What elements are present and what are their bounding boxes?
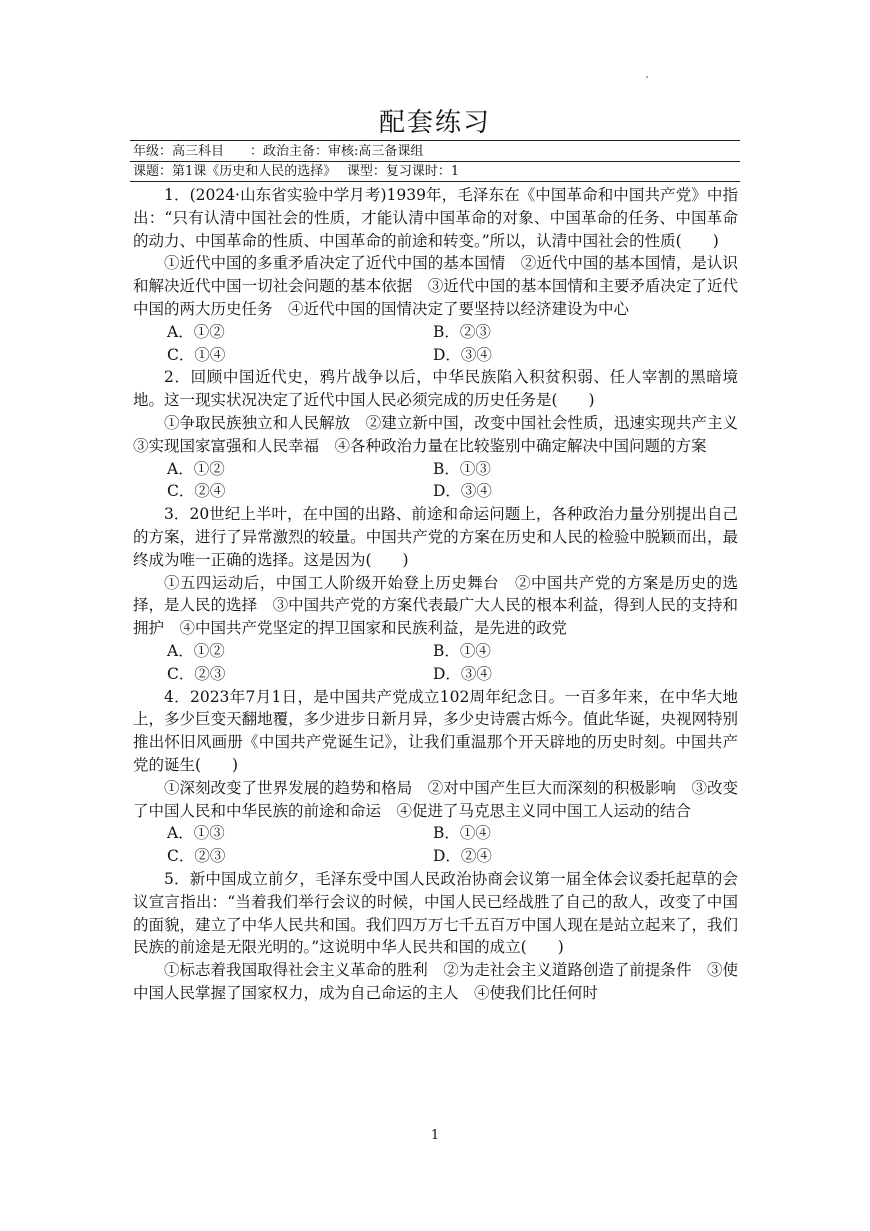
option-a[interactable]: A．①②: [167, 322, 225, 341]
option-b[interactable]: B．①③: [433, 459, 491, 478]
question-items: ①近代中国的多重矛盾决定了近代中国的基本国情 ②近代中国的基本国情，是认识和解决近代中国一切社会问题的基本依据 ③近代中国的基本国情和主要矛盾决定了近代中国的两大历史任务 ④近代中国的国情决定了要坚持以经济建设为中心: [133, 254, 738, 318]
option-a[interactable]: A．①②: [167, 459, 225, 478]
option-c[interactable]: C．②④: [167, 482, 226, 501]
question-1: [133, 184, 738, 366]
question-stem: 2．回顾中国近代史，鸦片战争以后，中华民族陷入积贫积弱、任人宰割的黑暗境地。这一现实状况决定了近代中国人民必须完成的历史任务是( ): [133, 368, 738, 410]
question-stem: 5．新中国成立前夕，毛泽东受中国人民政治协商会议第一届全体会议委托起草的会议宣言指出：“当着我们举行会议的时候，中国人民已经战胜了自己的敌人，改变了中国的面貌，建立了中华人民共和国。我们四万万七千五百万中国人现在是站立起来了，我们民族的前途是无限光明的。”这说明中华人民共和国的成立( ): [133, 869, 738, 957]
option-c[interactable]: C．①④: [167, 345, 226, 364]
page-number: 1: [430, 1128, 440, 1143]
scan-speck: [646, 76, 648, 78]
answer-options: [133, 458, 738, 504]
option-a[interactable]: A．①②: [167, 641, 225, 660]
question-5: [133, 868, 738, 1005]
answer-options: [133, 321, 738, 367]
header-rule-bottom: [130, 181, 740, 182]
option-d[interactable]: D．③④: [433, 664, 492, 683]
question-items: ①标志着我国取得社会主义革命的胜利 ②为走社会主义道路创造了前提条件 ③使中国人民掌握了国家权力，成为自己命运的主人 ④使我们比任何时: [133, 961, 738, 1002]
option-c[interactable]: C．②③: [167, 847, 226, 866]
option-b[interactable]: B．①④: [433, 824, 491, 843]
question-4: [133, 686, 738, 868]
meta-grade-line: 年级：高三科目 ：政治主备：审核:高三备课组: [133, 144, 424, 159]
option-d[interactable]: D．③④: [433, 482, 492, 501]
answer-options: [133, 640, 738, 686]
question-stem: 4．2023年7月1日，是中国共产党成立102周年纪念日。一百多年来，在中华大地上，多少巨变天翻地覆，多少进步日新月异，多少史诗震古烁今。值此华诞，央视网特别推出怀旧风画册《中国共产党诞生记》，让我们重温那个开天辟地的历史时刻。中国共产党的诞生( ): [133, 687, 738, 774]
option-b[interactable]: B．②③: [433, 322, 491, 341]
question-stem: 3．20世纪上半叶，在中国的出路、前途和命运问题上，各种政治力量分别提出自己的方案，进行了异常激烈的较量。中国共产党的方案在历史和人民的检验中脱颖而出，最终成为唯一正确的选择。这是因为( ): [133, 505, 738, 569]
option-a[interactable]: A．①③: [167, 824, 225, 843]
question-list: [133, 184, 754, 1005]
option-b[interactable]: B．①④: [433, 641, 491, 660]
question-items: ①五四运动后，中国工人阶级开始登上历史舞台 ②中国共产党的方案是历史的选择，是人民的选择 ③中国共产党的方案代表最广大人民的根本利益，得到人民的支持和拥护 ④中国共产党坚定的捍卫国家和民族利益，是先进的政党: [133, 573, 738, 638]
header-rule-top: [130, 140, 740, 141]
question-items: ①争取民族独立和人民解放 ②建立新中国，改变中国社会性质，迅速实现共产主义 ③实现国家富强和人民幸福 ④各种政治力量在比较鉴别中确定解决中国问题的方案: [133, 413, 754, 455]
question-3: [133, 503, 738, 685]
option-c[interactable]: C．②③: [167, 664, 226, 683]
option-d[interactable]: D．②④: [433, 847, 492, 866]
question-items: ①深刻改变了世界发展的趋势和格局 ②对中国产生巨大而深刻的积极影响 ③改变了中国人民和中华民族的前途和命运 ④促进了马克思主义同中国工人运动的结合: [133, 778, 738, 820]
answer-options: [133, 822, 738, 868]
page-title: 配套练习: [378, 108, 491, 138]
meta-topic-line: 课题：第1课《历史和人民的选择》 课型：复习课时：1: [133, 164, 460, 179]
question-stem: 1．(2024·山东省实验中学月考)1939年，毛泽东在《中国革命和中国共产党》中指出：“只有认清中国社会的性质，才能认清中国革命的对象、中国革命的任务、中国革命的动力、中国革命的性质、中国革命的前途和转变。”所以，认清中国社会的性质( ): [133, 186, 738, 250]
question-2: [133, 366, 754, 503]
option-d[interactable]: D．③④: [433, 345, 492, 364]
